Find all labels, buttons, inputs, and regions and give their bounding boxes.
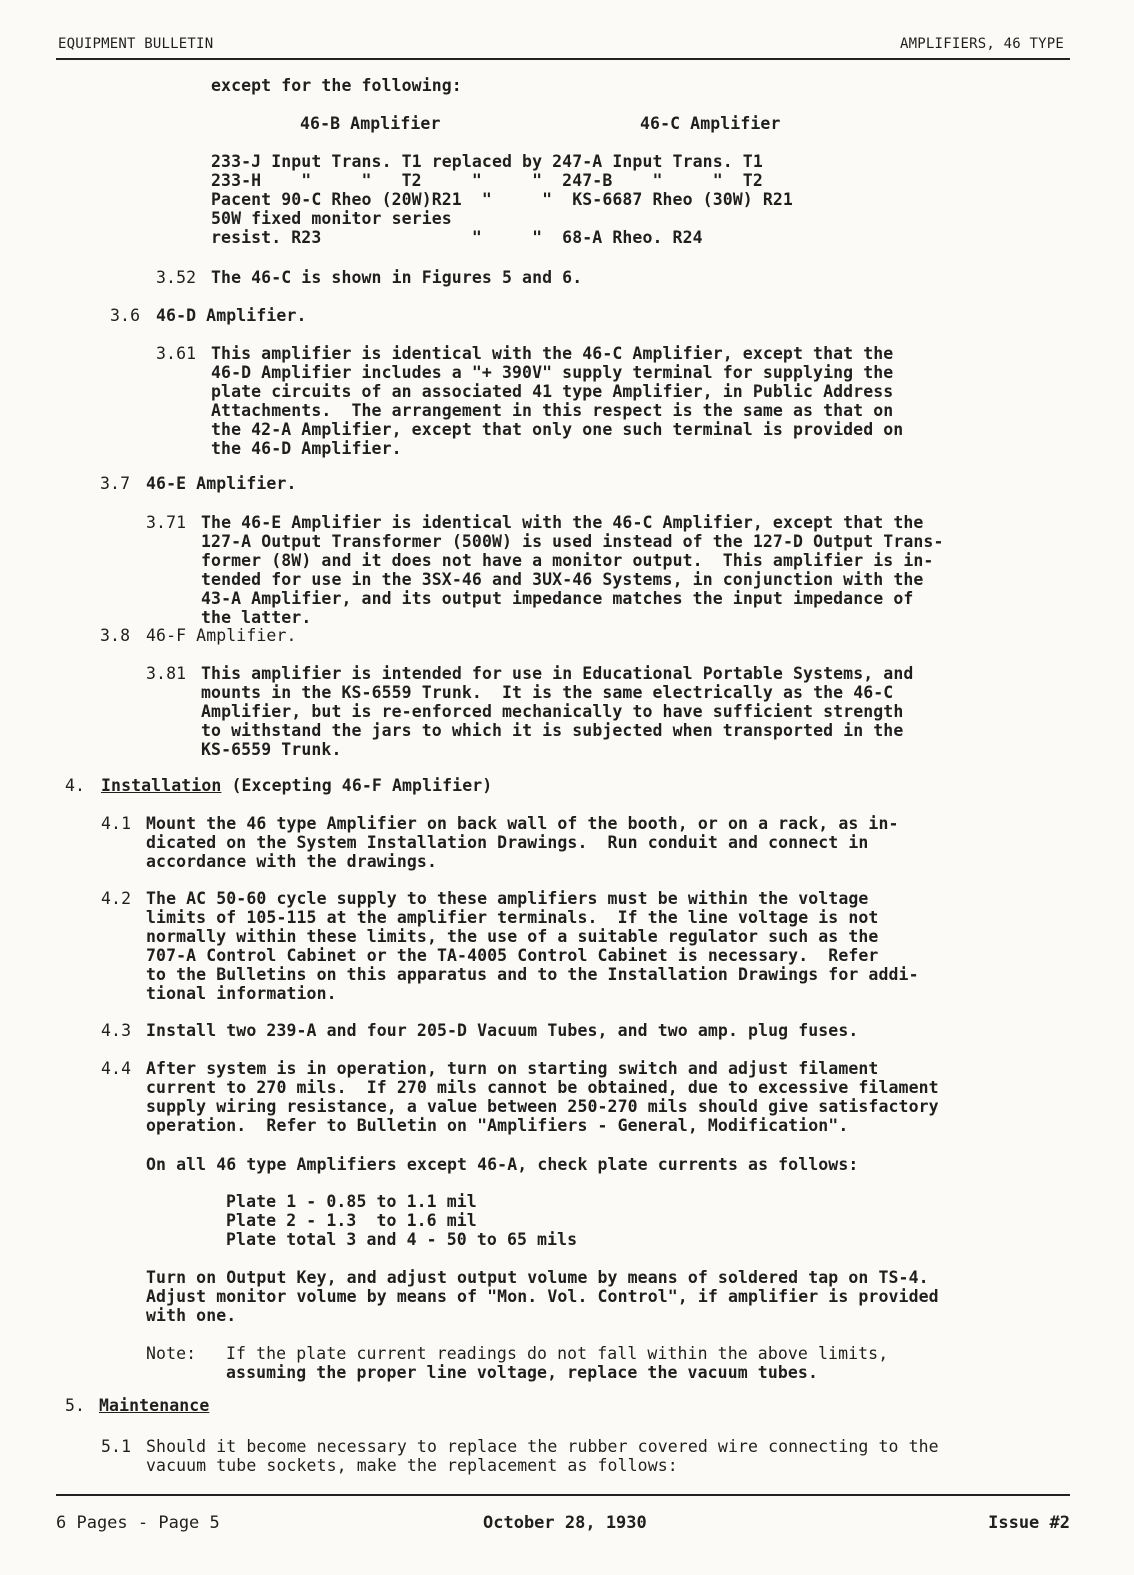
footer-rule bbox=[56, 1494, 1070, 1496]
section-4-4-body: After system is in operation, turn on starting switch and adjust filament current to 270 mils. If 270 mils cannot be obtained, due to excessive filament supply wiring resistance, a value between 250-270 mils should give satisfactory operation. Refer to Bulletin on "Amplifiers - General, Modification". bbox=[146, 1059, 939, 1135]
comparison-row: 233-H " " T2 " " 247-B " " T2 bbox=[211, 171, 763, 190]
footer-date: October 28, 1930 bbox=[483, 1513, 647, 1533]
section-number: 4.2 bbox=[101, 889, 132, 908]
section-number: 3.52 bbox=[156, 268, 197, 287]
section-number: 5.1 bbox=[101, 1437, 132, 1456]
footer-issue: Issue #2 bbox=[988, 1513, 1070, 1533]
section-3-6-title: 46-D Amplifier. bbox=[156, 306, 307, 325]
section-3-81-body: This amplifier is intended for use in Educational Portable Systems, and mounts in the KS-6559 Trunk. It is the same electrically as the 46-C Amplifier, but is re-enforced mechanically to have sufficient strength to withstand the jars to which it is subjected when transported in the KS-6559 Trunk. bbox=[201, 664, 914, 759]
col-c-title: 46-C Amplifier bbox=[640, 114, 781, 133]
output-adjust-text: Turn on Output Key, and adjust output volume by means of soldered tap on TS-4. Adjust monitor volume by means of "Mon. Vol. Control", if amplifier is provided with one. bbox=[146, 1268, 939, 1325]
col-b-title: 46-B Amplifier bbox=[300, 114, 441, 133]
intro-text: except for the following: bbox=[211, 76, 462, 95]
section-number: 3.81 bbox=[146, 664, 187, 683]
header-right: AMPLIFIERS, 46 TYPE bbox=[900, 36, 1064, 52]
section-number: 4.3 bbox=[101, 1021, 132, 1040]
section-4-3-text: Install two 239-A and four 205-D Vacuum Tubes, and two amp. plug fuses. bbox=[146, 1021, 859, 1040]
section-number: 4.1 bbox=[101, 814, 132, 833]
note-label: Note: bbox=[146, 1344, 197, 1363]
note-body: If the plate current readings do not fall within the above limits, assuming the proper line voltage, replace the vacuum tubes. bbox=[226, 1344, 889, 1382]
section-4-2-body: The AC 50-60 cycle supply to these amplifiers must be within the voltage limits of 105-115 at the amplifier terminals. If the line voltage is not normally within these limits, the use of a suitable regulator such as the 707-A Control Cabinet or the TA-4005 Control Cabinet is necessary. Refer to the Bulletins on this apparatus and to the Installation Drawings for addi- tional information. bbox=[146, 889, 919, 1003]
section-5-1-body: Should it become necessary to replace the rubber covered wire connecting to the vacuum tube sockets, make the replacement as follows: bbox=[146, 1437, 939, 1475]
footer-page-count: 6 Pages - Page 5 bbox=[56, 1513, 220, 1533]
header-rule bbox=[56, 58, 1070, 60]
plate-row: Plate 2 - 1.3 to 1.6 mil bbox=[226, 1211, 477, 1230]
comparison-row: resist. R23 " " 68-A Rheo. R24 bbox=[211, 228, 703, 247]
plate-row: Plate 1 - 0.85 to 1.1 mil bbox=[226, 1192, 477, 1211]
section-number: 4. bbox=[65, 776, 86, 795]
section-number: 5. bbox=[65, 1396, 86, 1415]
plate-row: Plate total 3 and 4 - 50 to 65 mils bbox=[226, 1230, 578, 1249]
header-left: EQUIPMENT BULLETIN bbox=[58, 36, 214, 52]
section-number: 3.61 bbox=[156, 344, 197, 363]
comparison-row: Pacent 90-C Rheo (20W)R21 " " KS-6687 Rheo (30W) R21 bbox=[211, 190, 793, 209]
section-number: 4.4 bbox=[101, 1059, 132, 1078]
section-4-1-body: Mount the 46 type Amplifier on back wall of the booth, or on a rack, as in- dicated on the System Installation Drawings. Run conduit and connect in accordance with the drawings. bbox=[146, 814, 899, 871]
plate-current-list bbox=[226, 1192, 577, 1249]
section-3-7-title: 46-E Amplifier. bbox=[146, 474, 297, 493]
section-4-suffix: (Excepting 46-F Amplifier) bbox=[221, 776, 493, 795]
comparison-row: 233-J Input Trans. T1 replaced by 247-A Input Trans. T1 bbox=[211, 152, 763, 171]
section-3-61-body: This amplifier is identical with the 46-C Amplifier, except that the 46-D Amplifier includes a "+ 390V" supply terminal for supplying the plate circuits of an associated 41 type Amplifier, in Public Address Attachments. The arrangement in this respect is the same as that on the 42-A Amplifier, except that only one such terminal is provided on the 46-D Amplifier. bbox=[211, 344, 904, 458]
section-3-52-text: The 46-C is shown in Figures 5 and 6. bbox=[211, 268, 583, 287]
plate-intro: On all 46 type Amplifiers except 46-A, check plate currents as follows: bbox=[146, 1155, 859, 1174]
section-3-8-title: 46-F Amplifier. bbox=[146, 626, 297, 645]
section-number: 3.6 bbox=[110, 306, 141, 325]
section-number: 3.71 bbox=[146, 513, 187, 532]
section-number: 3.8 bbox=[100, 626, 131, 645]
section-number: 3.7 bbox=[100, 474, 131, 493]
comparison-row: 50W fixed monitor series bbox=[211, 209, 452, 228]
section-3-71-body: The 46-E Amplifier is identical with the 46-C Amplifier, except that the 127-A Output Transformer (500W) is used instead of the 127-D Output Trans- former (8W) and it does not have a monitor output. This amplifier is in- tended for use in the 3SX-46 and 3UX-46 Systems, in conjunction with the 43-A Amplifier, and its output impedance matches the input impedance of the latter. bbox=[201, 513, 944, 627]
section-4-heading bbox=[101, 776, 492, 795]
comparison-rows bbox=[211, 152, 793, 247]
section-5-title: Maintenance bbox=[99, 1396, 210, 1415]
section-4-title: Installation bbox=[101, 776, 222, 795]
